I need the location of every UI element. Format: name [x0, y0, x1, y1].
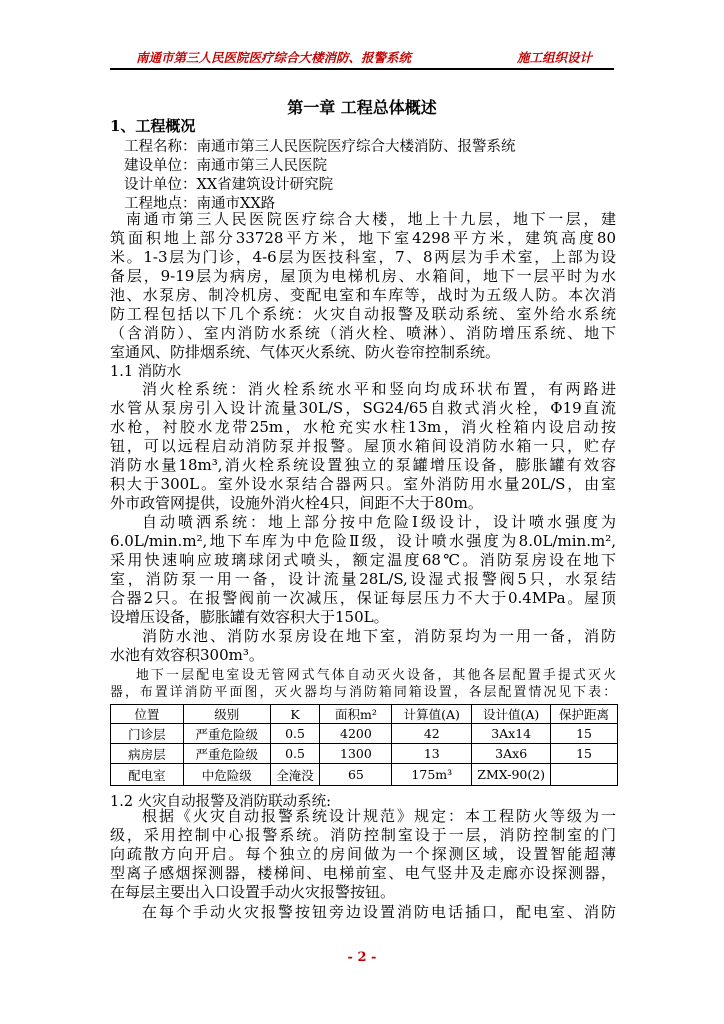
paragraph-line: 6.0L/min.m²,地下车库为中危险Ⅱ级，设计喷水强度为8.0L/min.m², — [110, 532, 616, 550]
paragraph-line: 备层，9-19层为病房，屋顶为电梯机房、水箱间，地下一层平时为水 — [110, 267, 616, 285]
table-cell: 0.5 — [270, 724, 320, 744]
header-subtitle: 施工组织设计 — [516, 50, 592, 65]
table-cell: 13 — [392, 744, 472, 764]
subsection-heading: 1.2 火灾自动报警及消防联动系统: — [110, 794, 332, 810]
table-cell: 15 — [551, 724, 618, 744]
paragraph-line: 设增压设备，膨胀罐有效容积大于150L。 — [110, 608, 389, 626]
paragraph-line: 采用快速响应玻璃球闭式喷头，额定温度68℃。消防泵房设在地下 — [110, 551, 616, 569]
table-row — [111, 724, 618, 744]
table-row — [111, 744, 618, 764]
table-cell: 4200 — [320, 724, 392, 744]
paragraph-line: 室，消防泵一用一备，设计流量28L/S,设湿式报警阀5只，水泵结 — [110, 570, 616, 588]
paragraph-line: 消火栓系统：消火栓系统水平和竖向均成环状布置，有两路进 — [142, 380, 616, 398]
table-header-cell: 计算值(A) — [392, 705, 472, 724]
table-cell: 全淹没 — [270, 764, 320, 786]
overview-paragraph — [110, 210, 616, 362]
extinguisher-paragraph — [110, 667, 616, 701]
paragraph-line: 水枪，衬胶水龙带25m，水枪充实水柱13m，消火栓箱内设启动按 — [110, 418, 616, 436]
table-cell: 15 — [551, 744, 618, 764]
paragraph-line: 在每层主要出入口设置手动火灾报警按钮。 — [110, 883, 396, 901]
paragraph-line: 合器2只。在报警阀前一次减压，保证每层压力不大于0.4MPa。屋顶 — [110, 589, 616, 607]
table-header-cell: 面积m² — [320, 705, 392, 724]
paragraph-line: 钮，可以远程启动消防泵并报警。屋顶水箱间设消防水箱一只，贮存 — [110, 437, 616, 455]
table-header-cell: 级别 — [183, 705, 270, 724]
paragraph-line: 外市政管网提供，设施外消火栓4只，间距不大于80m。 — [110, 494, 483, 512]
paragraph-line: 米。1-3层为门诊，4-6层为医技科室，7、8两层为手术室，上部为设 — [110, 248, 616, 266]
table-header-cell: 保护距离 — [551, 705, 618, 724]
table-header-cell: K — [270, 705, 320, 724]
table-header-cell: 位置 — [111, 705, 184, 724]
extinguisher-table — [110, 704, 618, 786]
pool-paragraph — [110, 627, 616, 665]
paragraph-line: 级，采用控制中心报警系统。消防控制室设于一层，消防控制室的门 — [110, 826, 616, 844]
table-cell: 1300 — [320, 744, 392, 764]
table-cell: 65 — [320, 764, 392, 786]
phone-paragraph — [110, 903, 616, 922]
page-number: - 2 - — [347, 950, 377, 965]
paragraph-line: 水管从泵房引入设计流量30L/S，SG24/65自救式消火栓，Φ19直流 — [110, 399, 616, 417]
table-cell: 42 — [392, 724, 472, 744]
paragraph-line: 南通市第三人民医院医疗综合大楼，地上十九层，地下一层，建 — [126, 210, 616, 228]
table-row — [111, 764, 618, 786]
paragraph-line: 筑面积地上部分33728平方米，地下室4298平方米，建筑高度80 — [110, 229, 616, 247]
paragraph-line: 消防水量18m³,消火栓系统设置独立的泵罐增压设备，膨胀罐有效容 — [110, 456, 616, 474]
paragraph-line: 向疏散方向开启。每个独立的房间做为一个探测区域，设置智能超薄 — [110, 845, 616, 863]
header-title: 南通市第三人民医院医疗综合大楼消防、报警系统 — [136, 50, 412, 65]
table-cell: ZMX-90(2) — [472, 764, 551, 786]
paragraph-line: 室通风、防排烟系统、气体灭火系统、防火卷帘控制系统。 — [110, 343, 501, 361]
info-project-name: 工程名称：南通市第三人民医院医疗综合大楼消防、报警系统 — [124, 139, 516, 155]
subsection-heading: 1.1 消防水 — [110, 364, 182, 380]
page-header — [110, 48, 614, 70]
table-cell: 严重危险级 — [183, 744, 270, 764]
section-heading: 1、工程概况 — [110, 117, 196, 135]
table-cell — [551, 764, 618, 786]
hydrant-paragraph — [110, 380, 616, 513]
sprinkler-paragraph — [110, 513, 616, 627]
table-cell: 3Ax6 — [472, 744, 551, 764]
alarm-paragraph — [110, 807, 616, 902]
paragraph-line: 在每个手动火灾报警按钮旁边设置消防电话插口，配电室、消防 — [142, 903, 616, 921]
info-location: 工程地点：南通市XX路 — [124, 196, 276, 212]
info-owner: 建设单位：南通市第三人民医院 — [124, 158, 327, 174]
paragraph-line: 器，布置详消防平面图，灭火器均与消防箱同箱设置，各层配置情况见下表： — [110, 685, 616, 700]
table-cell: 配电室 — [111, 764, 184, 786]
table-cell: 175m³ — [392, 764, 472, 786]
paragraph-line: 根据《火灾自动报警系统设计规范》规定：本工程防火等级为一 — [142, 807, 616, 825]
table-header-cell: 设计值(A) — [472, 705, 551, 724]
paragraph-line: 积大于300L。室外设水泵结合器两只。室外消防用水量20L/S，由室 — [110, 475, 616, 493]
paragraph-line: 池、水泵房、制冷机房、变配电室和车库等，战时为五级人防。本次消 — [110, 286, 616, 304]
chapter-title: 第一章 工程总体概述 — [287, 98, 437, 117]
table-cell: 病房层 — [111, 744, 184, 764]
table-cell: 门诊层 — [111, 724, 184, 744]
table-cell: 0.5 — [270, 744, 320, 764]
table-cell: 3Ax14 — [472, 724, 551, 744]
paragraph-line: 防工程包括以下几个系统：火灾自动报警及联动系统、室外给水系统 — [110, 305, 616, 323]
table-cell: 中危险级 — [183, 764, 270, 786]
paragraph-line: （含消防）、室内消防水系统（消火栓、喷淋）、消防增压系统、地下 — [110, 324, 616, 342]
paragraph-line: 自动喷洒系统：地上部分按中危险Ⅰ级设计，设计喷水强度为 — [142, 513, 616, 531]
paragraph-line: 消防水池、消防水泵房设在地下室，消防泵均为一用一备，消防 — [142, 627, 616, 645]
paragraph-line: 型离子感烟探测器，楼梯间、电梯前室、电气竖井及走廊亦设探测器， — [110, 864, 616, 882]
table-cell: 严重危险级 — [183, 724, 270, 744]
paragraph-line: 地下一层配电室设无管网式气体自动灭火设备，其他各层配置手提式灭火 — [136, 668, 616, 683]
paragraph-line: 水池有效容积300m³。 — [110, 646, 264, 664]
info-designer: 设计单位：XX省建筑设计研究院 — [124, 177, 334, 193]
table-header-row — [111, 705, 618, 724]
